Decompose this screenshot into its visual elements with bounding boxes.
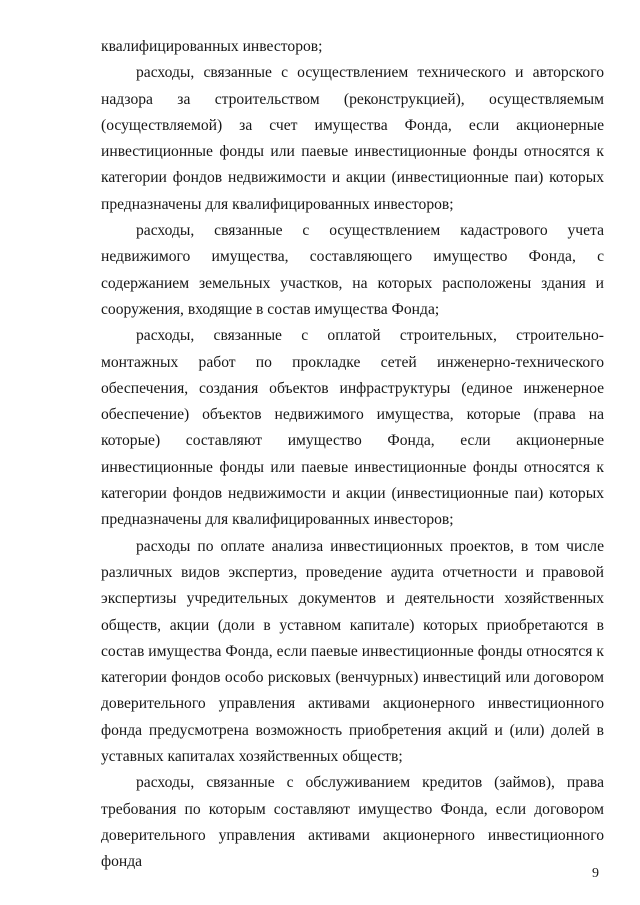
paragraph-analysis-expenses: расходы по оплате анализа инвестиционных проектов, в том числе различных видов экспертиз, проведение аудита отчетности и правовой экспертизы учредительных документов и деятельности хозяйственных обществ, акции (доли в уставном капитале) которых приобретаются в состав имущества Фонда, если паевые инвестиционные фонды относятся к категории фондов особо рисковых (венчурных) инвестиций или договором доверительного управления активами акционерного инвестиционного фонда предусмотрена возможность приобретения акций и (или) долей в уставных капиталах хозяйственных обществ; [101,537,604,766]
document-body [101,34,604,876]
paragraph-supervision-expenses: расходы, связанные с осуществлением технического и авторского надзора за строительством (реконструкцией), осуществляемым (осуществляемой) за счет имущества Фонда, если акционерные инвестиционные фонды или паевые инвестиционные фонды относятся к категории фондов недвижимости и акции (инвестиционные паи) которых предназначены для квалифицированных инвесторов; [101,64,604,213]
paragraph-construction-expenses: расходы, связанные с оплатой строительных, строительно-монтажных работ по прокладке сетей инженерно-технического обеспечения, создания объектов инфраструктуры (единое инженерное обеспечение) объектов недвижимого имущества, которые (права на которые) составляют имущество Фонда, если акционерные инвестиционные фонды или паевые инвестиционные фонды относятся к категории фондов недвижимости и акции (инвестиционные паи) которых предназначены для квалифицированных инвесторов; [101,327,604,529]
paragraph-credit-expenses: расходы, связанные с обслуживанием кредитов (займов), права требования по которым составляют имущество Фонда, если договором доверительного управления активами акционерного инвестиционного фонда [101,774,604,871]
paragraph-continuation: квалифицированных инвесторов; [101,38,323,55]
page-number: 9 [592,866,599,881]
paragraph-cadastral-expenses: расходы, связанные с осуществлением кадастрового учета недвижимого имущества, составляющего имущество Фонда, с содержанием земельных участков, на которых расположены здания и сооружения, входящие в состав имущества Фонда; [101,222,604,318]
